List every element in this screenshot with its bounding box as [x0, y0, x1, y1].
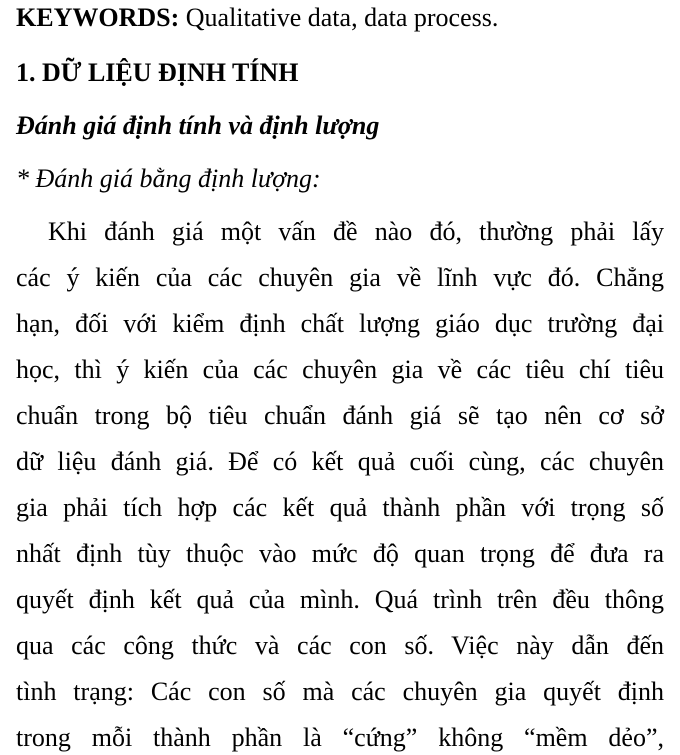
paragraph-line: dữ liệu đánh giá. Để có kết quả cuối cùng, các chuyên	[16, 447, 664, 476]
keywords-line	[16, 2, 498, 34]
paragraph-line: chuẩn trong bộ tiêu chuẩn đánh giá sẽ tạo nên cơ sở	[16, 401, 664, 430]
paragraph-line: tình trạng: Các con số mà các chuyên gia quyết định	[16, 677, 664, 706]
paragraph-line: trong mỗi thành phần là “cứng” không “mềm dẻo”,	[16, 723, 664, 752]
paragraph-line: các ý kiến của các chuyên gia về lĩnh vực đó. Chẳng	[16, 263, 664, 292]
paragraph-line: hạn, đối với kiểm định chất lượng giáo dục trường đại	[16, 309, 664, 338]
paragraph-line: gia phải tích hợp các kết quả thành phần với trọng số	[16, 493, 664, 522]
paragraph-line: Khi đánh giá một vấn đề nào đó, thường phải lấy	[48, 217, 664, 246]
subheading: Đánh giá định tính và định lượng	[16, 111, 380, 140]
paragraph-line: học, thì ý kiến của các chuyên gia về các tiêu chí tiêu	[16, 355, 664, 384]
bullet-heading: * Đánh giá bằng định lượng:	[16, 164, 321, 193]
paragraph-line: qua các công thức và các con số. Việc này dẫn đến	[16, 631, 664, 660]
paragraph-line: quyết định kết quả của mình. Quá trình trên đều thông	[16, 585, 664, 614]
paragraph-line: nhất định tùy thuộc vào mức độ quan trọng để đưa ra	[16, 539, 664, 568]
keywords-label: KEYWORDS:	[16, 3, 180, 32]
keywords-text: Qualitative data, data process.	[179, 3, 499, 32]
section-heading: 1. DỮ LIỆU ĐỊNH TÍNH	[16, 58, 299, 87]
